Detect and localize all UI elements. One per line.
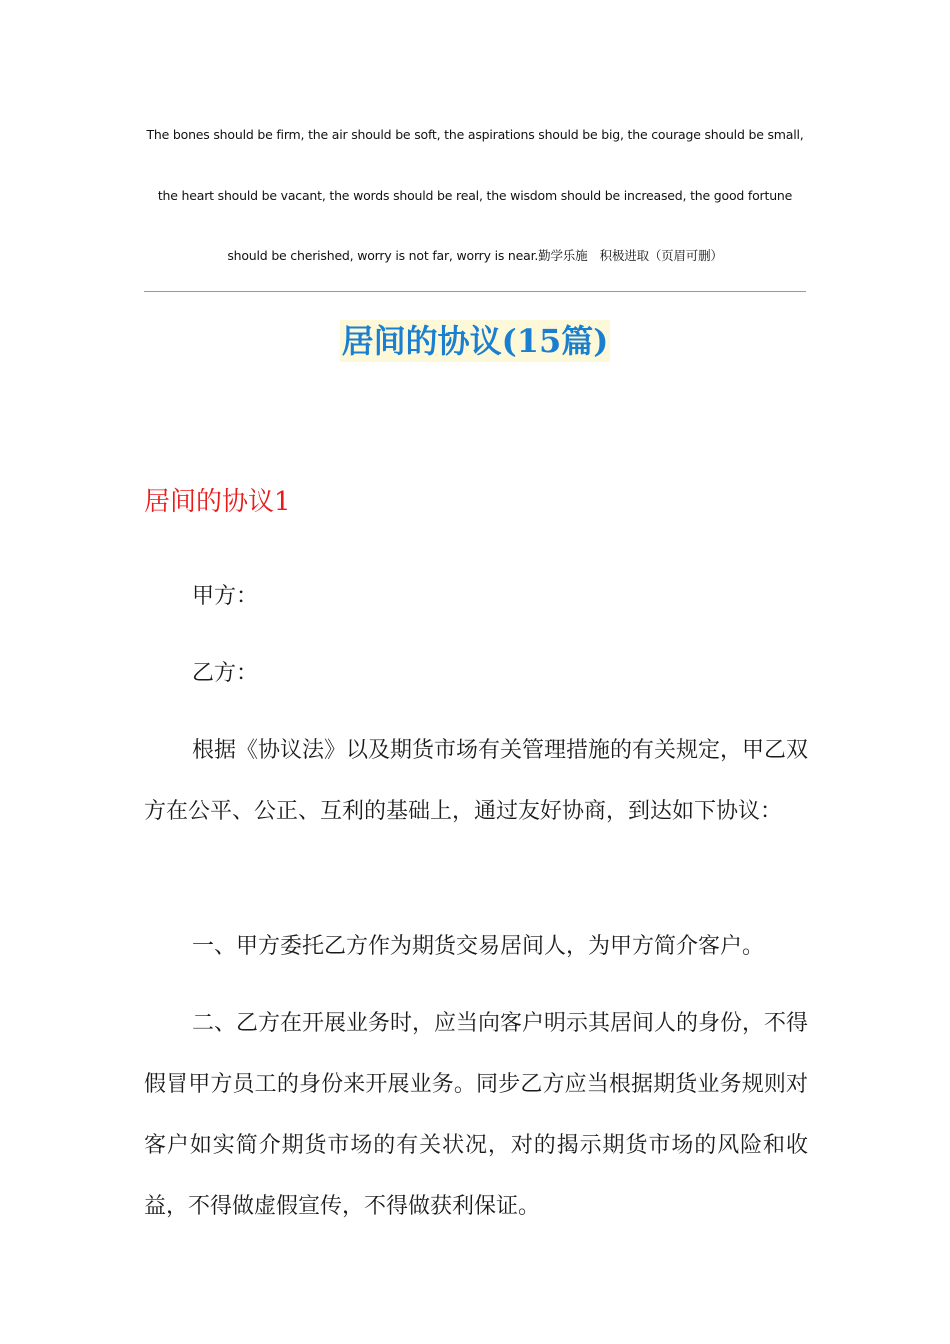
page-header-text: The bones should be firm, the air should be soft, the aspirations should be big, the courage should be small, the heart should be vacant, the words should be real, the wisdom should be increased, the good fortune should be cherished, worry is not far, worry is near.勤学乐施 积极进取（页眉可删） <box>146 127 804 263</box>
document-title-text: 居间的协议(15篇) <box>341 322 609 360</box>
paragraph-party-a: 甲方： <box>192 584 259 609</box>
paragraph-party-b: 乙方： <box>192 661 259 686</box>
paragraph-preamble: 根据《协议法》以及期货市场有关管理措施的有关规定，甲乙双方在公平、公正、互利的基础上，通过友好协商，到达如下协议： <box>144 738 809 824</box>
header-divider <box>144 291 806 292</box>
paragraph-clause-1: 一、甲方委托乙方作为期货交易居间人，为甲方简介客户。 <box>192 934 765 959</box>
section-heading: 居间的协议1 <box>144 487 291 517</box>
document-title <box>0 320 950 362</box>
paragraph-clause-2: 二、乙方在开展业务时，应当向客户明示其居间人的身份，不得假冒甲方员工的身份来开展业务。同步乙方应当根据期货业务规则对客户如实简介期货市场的有关状况，对的揭示期货市场的风险和收益，不得做虚假宣传，不得做获利保证。 <box>144 1011 809 1219</box>
